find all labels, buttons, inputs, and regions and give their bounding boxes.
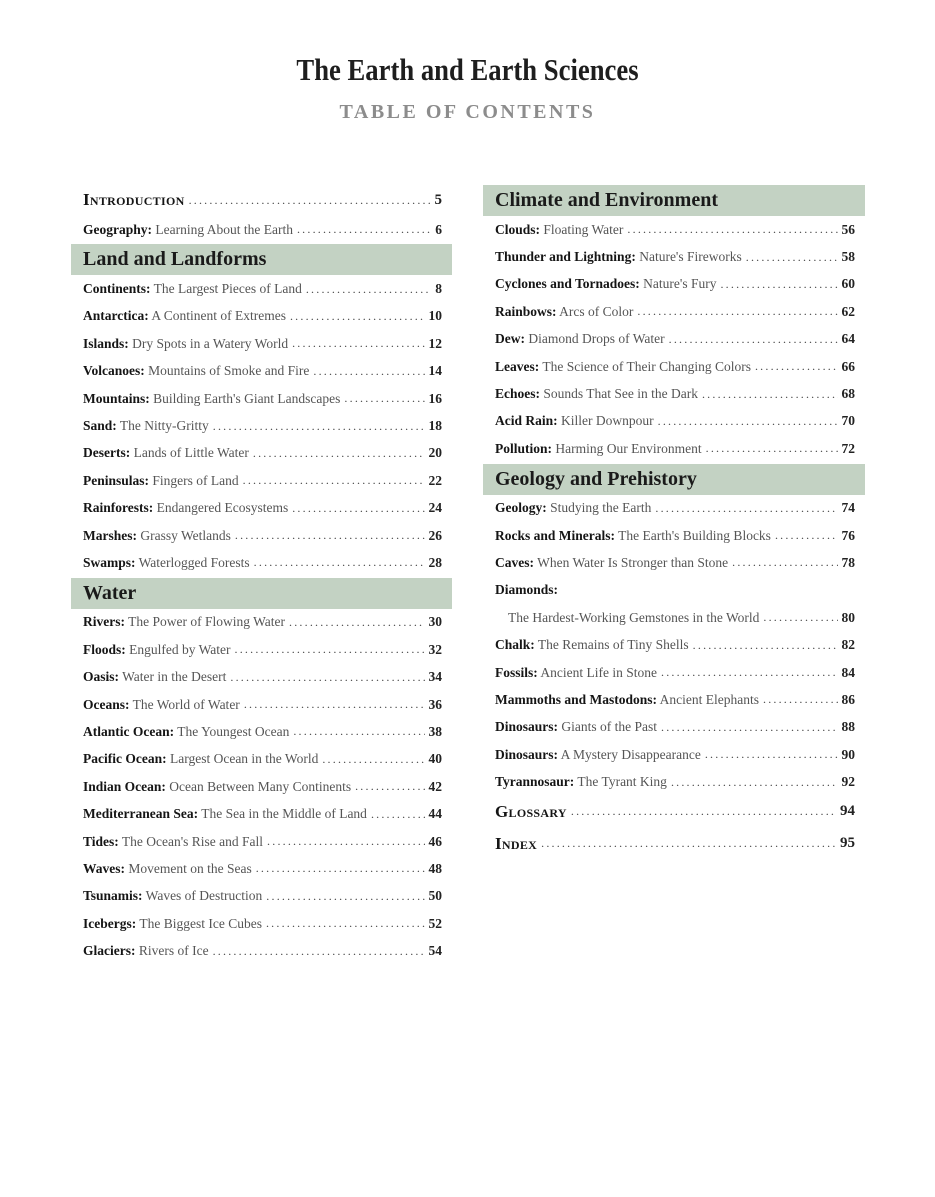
dot-leader [253,446,425,461]
page-number: 68 [841,386,855,402]
dot-leader [705,747,838,762]
toc-entry-title: Islands: [83,335,129,351]
dot-leader [293,724,424,739]
toc-entry-subtitle: Giants of the Past [558,719,658,735]
dot-leader [292,501,424,516]
toc-entry[interactable] [71,828,452,855]
toc-entry[interactable] [71,746,452,773]
page-number: 72 [841,440,855,456]
toc-entry[interactable] [483,828,865,860]
toc-entry-title: Tsunamis: [83,888,143,904]
dot-leader [720,277,837,292]
dot-leader [344,391,424,406]
toc-entry[interactable] [71,358,452,385]
toc-entry[interactable] [71,216,452,243]
toc-entry-title: Fossils: [495,664,538,680]
toc-entry[interactable] [71,773,452,800]
page-number: 50 [428,888,442,904]
toc-left-column [71,184,452,965]
toc-entry-subtitle: A Mystery Disappearance [558,746,701,762]
toc-entry[interactable] [483,298,865,325]
toc-entry-title: Dinosaurs: [495,719,559,735]
dot-leader [671,775,838,790]
toc-entry-subtitle: Waterlogged Forests [135,554,250,570]
toc-entry-subtitle: When Water Is Stronger than Stone [534,554,729,570]
toc-entry-subtitle: Rivers of Ice [135,943,209,959]
dot-leader [541,836,836,851]
toc-entry-subtitle: The Sea in the Middle of Land [198,806,367,822]
toc-entry-title: Rainforests: [83,500,154,516]
toc-entry-subtitle: The Nitty-Gritty [116,418,209,434]
toc-entry-title: Volcanoes: [83,363,145,379]
toc-entry-title: Index [495,833,538,853]
section-heading-geology-and-prehistory: Geology and Prehistory [483,464,865,495]
dot-leader [230,670,424,685]
toc-entry-title: Pollution: [495,440,553,456]
toc-entry-title: Indian Ocean: [83,778,166,794]
toc-entry-subtitle: Mountains of Smoke and Fire [144,363,310,379]
toc-entry-title: Chalk: [495,637,535,653]
toc-entry-title: Deserts: [83,445,131,461]
page-number: 6 [435,221,442,237]
toc-entry[interactable] [71,495,452,522]
toc-entry-title: Tyrannosaur: [495,774,575,790]
page-number: 64 [841,331,855,347]
toc-entry[interactable] [71,412,452,439]
toc-entry-title: Antarctica: [83,308,149,324]
toc-entry-title: Geography: [83,221,152,237]
dot-leader [254,555,425,570]
page-number: 58 [841,249,855,265]
page-title: The Earth and Earth Sciences [296,52,639,87]
toc-entry[interactable] [483,435,865,462]
dot-leader [292,336,424,351]
section-heading-land-and-landforms: Land and Landforms [71,244,452,275]
page-number: 74 [841,500,855,516]
toc-entry-subtitle: Building Earth's Giant Landscapes [149,390,341,406]
page-number: 60 [841,276,855,292]
page-number: 44 [428,806,442,822]
dot-leader [706,441,838,456]
page-number: 36 [428,696,442,712]
toc-entry-subtitle: Water in the Desert [119,669,227,685]
dot-leader [235,528,425,543]
toc-entry-subtitle: Ocean Between Many Continents [165,778,352,794]
toc-entry-subtitle: Learning About the Earth [152,221,293,237]
toc-entry-subtitle: Ancient Life in Stone [537,664,657,680]
toc-entry-title: Rainbows: [495,303,557,319]
toc-entry-title: Leaves: [495,358,540,374]
toc-entry[interactable] [483,796,865,828]
toc-entry[interactable] [71,440,452,467]
toc-entry-subtitle: Studying the Earth [546,500,652,516]
page-number: 20 [428,445,442,461]
dot-leader [213,419,425,434]
dot-leader [306,282,431,297]
toc-entry-subtitle: Endangered Ecosystems [153,500,289,516]
page-number: 28 [428,554,442,570]
toc-entry[interactable] [71,855,452,882]
page-number: 14 [428,363,442,379]
toc-entry[interactable] [71,663,452,690]
toc-entry-title: Glaciers: [83,943,136,959]
dot-leader [661,665,838,680]
toc-entry[interactable] [483,243,865,270]
toc-entry-subtitle: Waves of Destruction [142,888,263,904]
toc-entry-title: Introduction [83,190,185,209]
toc-entry[interactable] [483,353,865,380]
toc-entry-subtitle: Arcs of Color [556,303,634,319]
toc-entry-subtitle: The Science of Their Changing Colors [539,358,751,374]
toc-entry[interactable] [71,937,452,964]
dot-leader [266,889,424,904]
toc-entry[interactable] [483,714,865,741]
toc-entry[interactable] [483,380,865,407]
dot-leader [702,387,838,402]
page-number: 22 [428,472,442,488]
toc-entry[interactable] [483,631,865,658]
toc-entry-subtitle: The Biggest Ice Cubes [136,915,262,931]
section-heading-climate-and-environment: Climate and Environment [483,185,865,216]
toc-entry-subtitle: Ancient Elephants [657,691,759,707]
page-number: 80 [841,609,855,625]
dot-leader [297,222,431,237]
toc-entry[interactable] [483,604,865,631]
page-number: 46 [428,833,442,849]
dot-leader [213,944,425,959]
toc-entry-subtitle: Fingers of Land [149,472,239,488]
toc-entry[interactable] [483,549,865,576]
toc-entry[interactable] [483,495,865,522]
dot-leader [244,697,425,712]
toc-entry-subtitle: The Power of Flowing Water [124,614,286,630]
toc-entry-subtitle: Lands of Little Water [130,445,249,461]
toc-entry[interactable] [71,385,452,412]
page-number: 95 [840,835,855,852]
toc-entry-subtitle: Killer Downpour [557,413,654,429]
page-number: 54 [428,943,442,959]
toc-entry[interactable] [71,609,452,636]
page-number: 94 [840,803,855,820]
dot-leader [661,720,837,735]
toc-entry[interactable] [483,408,865,435]
dot-leader [289,615,424,630]
toc-entry-subtitle: The Ocean's Rise and Fall [118,833,264,849]
dot-leader [322,752,424,767]
toc-entry-title: Icebergs: [83,915,137,931]
toc-entry-title: Tides: [83,833,119,849]
toc-entry-subtitle: The Remains of Tiny Shells [534,637,689,653]
toc-entry-subtitle: Sounds That See in the Dark [540,386,698,402]
toc-entry[interactable] [71,275,452,302]
toc-entry-title: Glossary [495,801,567,821]
toc-entry-title: Continents: [83,281,151,297]
page-number: 38 [428,723,442,739]
page-number: 88 [841,719,855,735]
dot-leader [243,473,425,488]
toc-entry-title: Oceans: [83,696,130,712]
page-number: 48 [428,860,442,876]
toc-entry-subtitle: Engulfed by Water [125,641,231,657]
toc-entry[interactable] [483,216,865,243]
toc-entry-subtitle: Grassy Wetlands [137,527,231,543]
page-number: 10 [428,308,442,324]
page-number: 90 [841,746,855,762]
dot-leader [371,807,425,822]
toc-entry-title: Mountains: [83,390,150,406]
toc-entry-title: Oasis: [83,669,120,685]
dot-leader [658,414,838,429]
toc-entry-subtitle: Largest Ocean in the World [166,751,319,767]
dot-leader [571,804,836,819]
page-number: 32 [428,641,442,657]
toc-entry[interactable] [71,910,452,937]
page-number: 66 [841,358,855,374]
toc-entry-title: Rivers: [83,614,125,630]
toc-entry[interactable] [71,691,452,718]
page-number: 52 [428,915,442,931]
toc-entry-subtitle: The Hardest-Working Gemstones in the World [508,609,760,625]
page-number: 30 [428,614,442,630]
page-number: 86 [841,691,855,707]
toc-entry-subtitle: Diamond Drops of Water [525,331,665,347]
dot-leader [256,861,425,876]
toc-entry-title: Diamonds: [495,582,559,598]
toc-entry-subtitle: Floating Water [540,221,624,237]
page-subtitle: TABLE OF CONTENTS [339,101,596,123]
toc-entry-title: Dinosaurs: [495,746,559,762]
page-number: 42 [428,778,442,794]
toc-entry[interactable] [483,577,865,604]
toc-entry-title: Pacific Ocean: [83,751,167,767]
dot-leader [655,501,837,516]
toc-entry-title: Peninsulas: [83,472,150,488]
dot-leader [290,309,425,324]
toc-entry-title: Marshes: [83,527,137,543]
dot-leader [267,834,424,849]
section-heading-water: Water [71,578,452,609]
toc-entry-subtitle: Nature's Fireworks [635,249,742,265]
page-number: 34 [428,669,442,685]
toc-entry-title: Caves: [495,554,534,570]
page-number: 82 [841,637,855,653]
toc-entry-subtitle: Nature's Fury [639,276,717,292]
toc-entry[interactable] [71,718,452,745]
dot-leader [693,638,838,653]
toc-entry[interactable] [483,686,865,713]
dot-leader [763,692,838,707]
dot-leader [775,528,838,543]
toc-entry-subtitle: The Largest Pieces of Land [150,281,302,297]
toc-entry-subtitle: The Earth's Building Blocks [615,527,771,543]
toc-entry-subtitle: Dry Spots in a Watery World [128,335,289,351]
toc-entry-title: Floods: [83,641,126,657]
dot-leader [266,916,425,931]
page-number: 12 [428,335,442,351]
page-number: 5 [434,191,442,208]
dot-leader [189,193,431,208]
toc-entry-subtitle: Harming Our Environment [552,440,702,456]
toc-entry-subtitle: The Youngest Ocean [174,723,290,739]
toc-entry[interactable] [71,184,452,216]
toc-entry[interactable] [71,330,452,357]
toc-entry[interactable] [71,883,452,910]
toc-entry[interactable] [483,271,865,298]
page-number: 62 [841,303,855,319]
toc-entry-title: Mammoths and Mastodons: [495,691,658,707]
dot-leader [355,779,424,794]
toc-entry[interactable] [483,659,865,686]
toc-entry-title: Atlantic Ocean: [83,723,175,739]
page-number: 78 [841,554,855,570]
dot-leader [746,250,838,265]
toc-entry-title: Swamps: [83,554,136,570]
toc-entry-title: Mediterranean Sea: [83,806,199,822]
page-number: 76 [841,527,855,543]
page-number: 24 [428,500,442,516]
toc-entry-subtitle: A Continent of Extremes [148,308,286,324]
toc-entry-subtitle: Movement on the Seas [125,860,252,876]
toc-entry-title: Echoes: [495,386,540,402]
toc-entry[interactable] [483,768,865,795]
dot-leader [732,555,837,570]
toc-entry-title: Rocks and Minerals: [495,527,616,543]
toc-entry-title: Acid Rain: [495,413,558,429]
dot-leader [763,610,837,625]
toc-entry[interactable] [483,741,865,768]
page-number: 92 [841,774,855,790]
page-number: 8 [435,281,442,297]
toc-entry[interactable] [71,303,452,330]
toc-entry[interactable] [71,522,452,549]
dot-leader [235,642,425,657]
page-number: 40 [428,751,442,767]
toc-entry[interactable] [71,467,452,494]
dot-leader [669,332,838,347]
dot-leader [755,359,838,374]
page-number: 56 [841,221,855,237]
dot-leader [627,222,837,237]
page-number: 26 [428,527,442,543]
page-number: 16 [428,390,442,406]
toc-entry[interactable] [71,636,452,663]
page-number: 84 [841,664,855,680]
toc-entry-title: Clouds: [495,221,541,237]
toc-entry[interactable] [71,800,452,827]
toc-right-column [483,184,865,860]
toc-entry-title: Cyclones and Tornadoes: [495,276,640,292]
toc-entry-title: Dew: [495,331,525,347]
toc-entry-title: Thunder and Lightning: [495,249,636,265]
toc-entry-subtitle: The World of Water [129,696,240,712]
toc-entry[interactable] [483,326,865,353]
page-number: 18 [428,418,442,434]
toc-entry-subtitle: The Tyrant King [574,774,667,790]
toc-entry-title: Sand: [83,418,117,434]
dot-leader [313,364,424,379]
dot-leader [637,304,837,319]
toc-entry[interactable] [71,549,452,576]
toc-entry-title: Waves: [83,860,125,876]
toc-entry[interactable] [483,522,865,549]
page-number: 70 [841,413,855,429]
toc-entry-title: Geology: [495,500,547,516]
